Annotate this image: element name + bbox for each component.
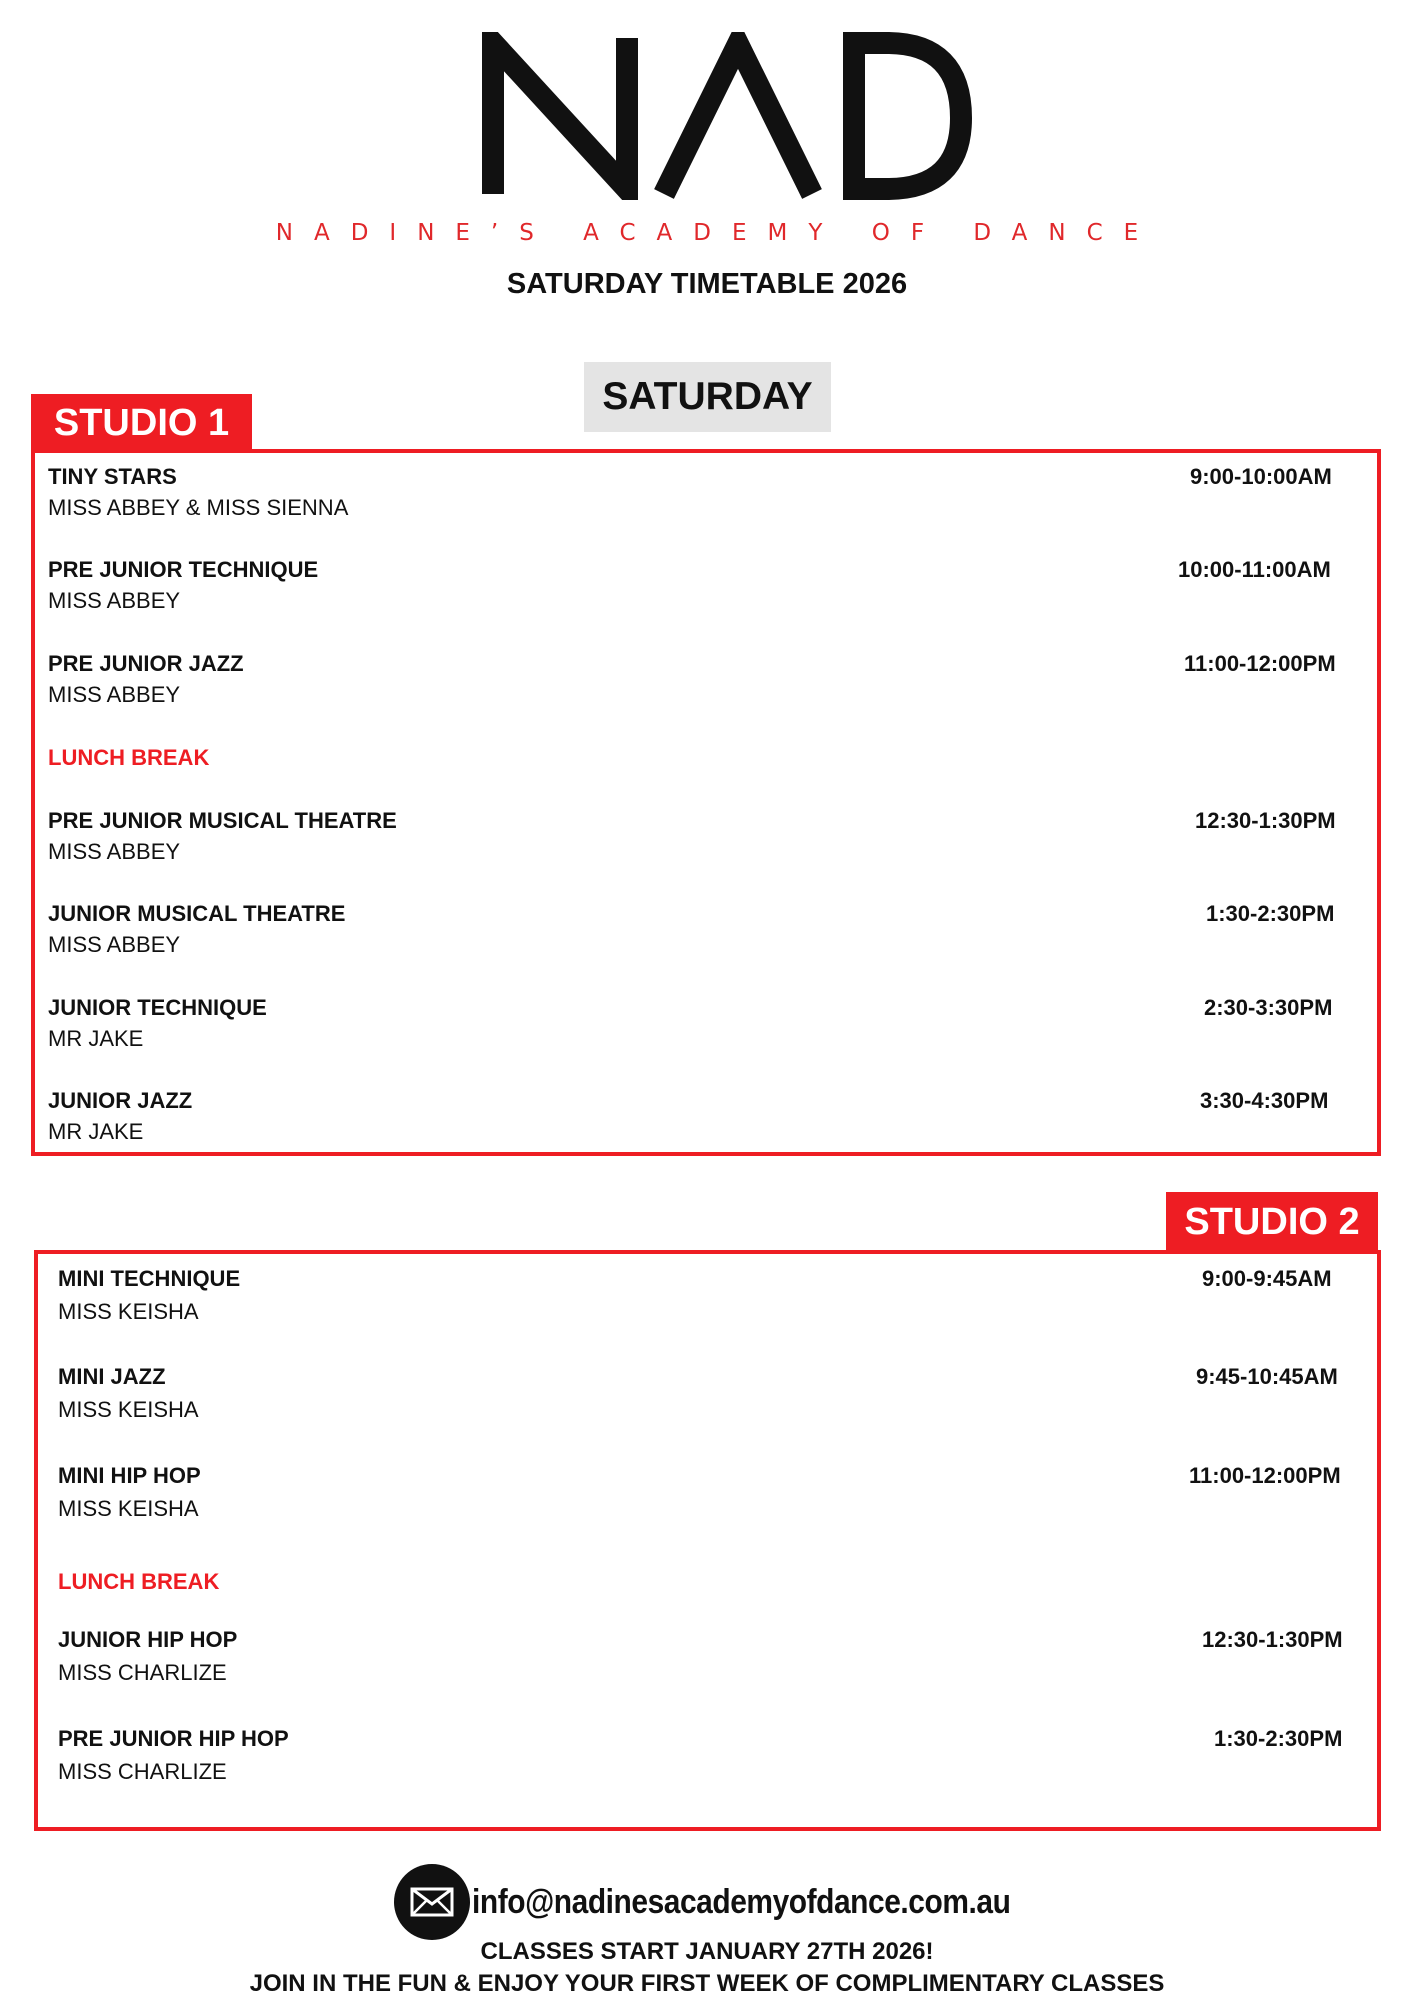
class-name: JUNIOR HIP HOP (58, 1627, 238, 1652)
envelope-icon (394, 1864, 470, 1940)
academy-subtitle: NADINE’S ACADEMY OF DANCE (275, 220, 1160, 246)
class-teacher: MISS KEISHA (58, 1397, 199, 1422)
email-contact (394, 1864, 1084, 1940)
class-name: PRE JUNIOR TECHNIQUE (48, 557, 319, 582)
lunch-break-label: LUNCH BREAK (48, 745, 210, 770)
class-time: 12:30-1:30PM (1195, 808, 1336, 833)
class-time: 12:30-1:30PM (1202, 1627, 1343, 1652)
class-time: 11:00-12:00PM (1189, 1463, 1341, 1488)
class-teacher: MISS ABBEY (48, 588, 181, 613)
class-time: 9:45-10:45AM (1196, 1364, 1338, 1389)
class-name: MINI JAZZ (58, 1364, 166, 1389)
class-time: 2:30-3:30PM (1204, 995, 1333, 1020)
day-badge: SATURDAY (584, 362, 831, 432)
class-teacher: MISS ABBEY (48, 932, 181, 957)
class-time: 9:00-10:00AM (1190, 464, 1332, 489)
class-teacher: MISS CHARLIZE (58, 1759, 227, 1784)
class-teacher: MISS ABBEY & MISS SIENNA (48, 495, 349, 520)
class-name: TINY STARS (48, 464, 177, 489)
class-teacher: MISS ABBEY (48, 839, 181, 864)
lunch-break-label: LUNCH BREAK (58, 1569, 220, 1594)
class-time: 1:30-2:30PM (1206, 901, 1335, 926)
class-teacher: MISS KEISHA (58, 1299, 199, 1324)
class-teacher: MR JAKE (48, 1026, 144, 1051)
studio-1-label: STUDIO 1 (31, 394, 252, 452)
class-teacher: MISS ABBEY (48, 682, 181, 707)
classes-start-notice: CLASSES START JANUARY 27TH 2026! (480, 1938, 934, 1965)
complimentary-classes-notice: JOIN IN THE FUN & ENJOY YOUR FIRST WEEK OF COMPLIMENTARY CLASSES (249, 1970, 1165, 1997)
class-name: MINI HIP HOP (58, 1463, 201, 1488)
class-teacher: MISS KEISHA (58, 1496, 199, 1521)
email-link[interactable]: info@nadinesacademyofdance.com.au (472, 1882, 1011, 1921)
class-time: 10:00-11:00AM (1178, 557, 1331, 582)
class-name: JUNIOR MUSICAL THEATRE (48, 901, 346, 926)
studio-2-label: STUDIO 2 (1166, 1192, 1378, 1252)
class-name: PRE JUNIOR HIP HOP (58, 1726, 289, 1751)
nad-logo (482, 32, 972, 200)
class-teacher: MISS CHARLIZE (58, 1660, 227, 1685)
class-name: JUNIOR JAZZ (48, 1088, 193, 1113)
class-time: 11:00-12:00PM (1184, 651, 1336, 676)
class-teacher: MR JAKE (48, 1119, 144, 1144)
class-name: MINI TECHNIQUE (58, 1266, 241, 1291)
class-name: PRE JUNIOR MUSICAL THEATRE (48, 808, 397, 833)
class-name: JUNIOR TECHNIQUE (48, 995, 267, 1020)
studio-2-schedule (34, 1250, 1381, 1831)
class-time: 3:30-4:30PM (1200, 1088, 1329, 1113)
studio-1-schedule (31, 449, 1381, 1156)
class-time: 1:30-2:30PM (1214, 1726, 1343, 1751)
page-title: SATURDAY TIMETABLE 2026 (506, 268, 908, 300)
class-name: PRE JUNIOR JAZZ (48, 651, 244, 676)
class-time: 9:00-9:45AM (1202, 1266, 1332, 1291)
